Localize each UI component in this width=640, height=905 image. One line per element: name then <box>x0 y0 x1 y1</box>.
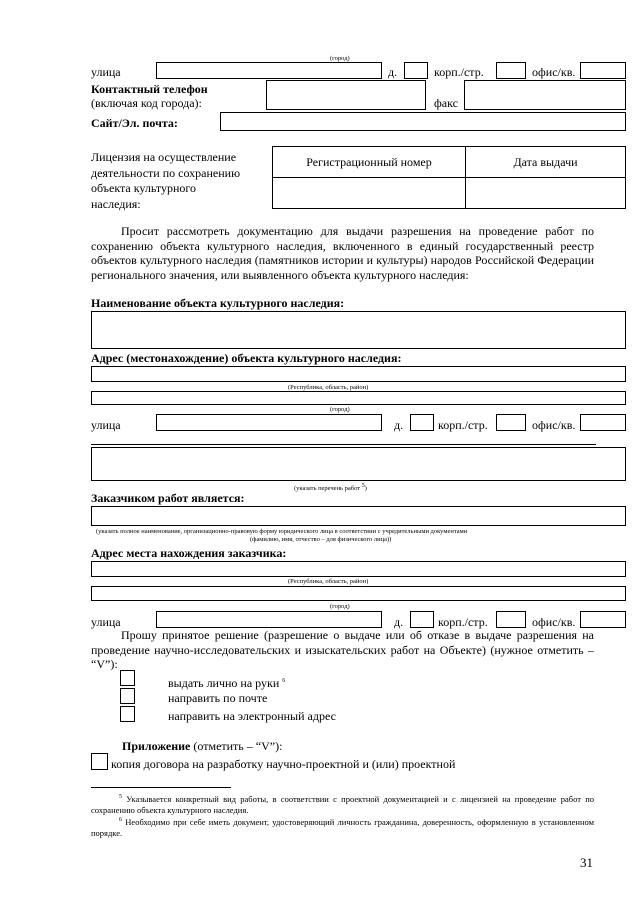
customer-name-field[interactable] <box>91 506 626 526</box>
office-label: офис/кв. <box>532 65 576 79</box>
footnote-separator <box>91 787 231 788</box>
customer-region-caption: (Республика, область, район) <box>288 578 369 585</box>
appendix-title: Приложение (отметить – “V”): <box>122 739 283 753</box>
object-office-label: офис/кв. <box>532 418 576 432</box>
customer-house-label: д. <box>394 615 404 629</box>
building-label: корп./стр. <box>434 65 484 79</box>
city-caption: (город) <box>330 55 350 62</box>
street-label: улица <box>91 65 121 79</box>
fax-label: факс <box>434 96 458 110</box>
customer-street-field[interactable] <box>156 611 382 628</box>
customer-office-field[interactable] <box>580 611 626 628</box>
customer-building-label: корп./стр. <box>438 615 488 629</box>
object-office-field[interactable] <box>580 414 626 431</box>
license-date-cell[interactable] <box>466 178 626 209</box>
customer-city-caption: (город) <box>330 603 350 610</box>
house-label: д. <box>388 65 398 79</box>
building-field[interactable] <box>496 62 526 79</box>
object-house-field[interactable] <box>410 414 434 431</box>
object-city-caption: (город) <box>330 406 350 413</box>
object-name-title: Наименование объекта культурного наследия: <box>91 296 345 310</box>
footnote-5: $^5$ Указывается конкретный вид работы, в соответствии с проектной документацией и с лицензией на проведение работ по сохранению объекта культурного наследия. <box>91 793 594 815</box>
object-name-field[interactable] <box>91 311 626 349</box>
phone-sublabel: (включая код города): <box>91 96 202 110</box>
option-email-checkbox[interactable] <box>120 706 135 722</box>
option-mail-label: направить по почте <box>168 691 268 705</box>
office-field[interactable] <box>580 62 626 79</box>
license-table <box>272 146 626 209</box>
page-number: 31 <box>580 855 593 870</box>
customer-office-label: офис/кв. <box>532 615 576 629</box>
works-list-field[interactable] <box>91 447 626 481</box>
object-city-field[interactable] <box>91 391 626 405</box>
customer-building-field[interactable] <box>496 611 526 628</box>
license-col-reg: Регистрационный номер <box>273 147 466 178</box>
request-text: Просит рассмотреть документацию для выдачи разрешения на проведение работ по сохранению объекта культурного наследия, включенного в единый государственный реестр объектов культурного наследия (памятников истории и культуры) народов Российской Федерации регионального значения, или выявленного объекта культурного наследия: <box>91 224 594 282</box>
object-region-caption: (Республика, область, район) <box>288 384 369 391</box>
customer-city-field[interactable] <box>91 586 626 601</box>
customer-caption-line1: (указать полное наименование, организационно-правовую форму юридического лица в соответствии с учредительными документами <box>96 528 468 535</box>
phone-field[interactable] <box>266 80 426 110</box>
appendix-item1-label: копия договора на разработку научно-проектной и (или) проектной <box>111 757 456 771</box>
license-col-date: Дата выдачи <box>466 147 626 178</box>
option-personal-label: выдать лично на руки $^6$ <box>168 676 286 690</box>
fax-field[interactable] <box>464 80 626 110</box>
appendix-item1-checkbox[interactable] <box>91 753 108 770</box>
phone-label: Контактный телефон <box>91 82 208 96</box>
house-field[interactable] <box>404 62 428 79</box>
works-caption: (указать перечень работ 5) <box>294 483 367 493</box>
customer-street-label: улица <box>91 615 121 629</box>
license-label: Лицензия на осуществление деятельности по сохранению объекта культурного наследия: <box>91 150 241 211</box>
object-house-label: д. <box>394 418 404 432</box>
footnote-6: $^6$ Необходимо при себе иметь документ, удостоверяющий личность гражданина, доверенность, оформленную в установленном порядке. <box>91 816 594 838</box>
option-email-label: направить на электронный адрес <box>168 709 336 723</box>
object-building-field[interactable] <box>496 414 526 431</box>
customer-caption-line2: (фамилию, имя, отчество – для физического лица)) <box>250 536 392 543</box>
object-street-label: улица <box>91 418 121 432</box>
divider <box>91 444 596 445</box>
object-region-field[interactable] <box>91 366 626 382</box>
customer-address-title: Адрес места нахождения заказчика: <box>91 546 287 560</box>
object-address-title: Адрес (местонахождение) объекта культурного наследия: <box>91 351 402 365</box>
object-building-label: корп./стр. <box>438 418 488 432</box>
customer-house-field[interactable] <box>410 611 434 628</box>
site-field[interactable] <box>220 112 626 131</box>
site-label: Сайт/Эл. почта: <box>91 116 178 130</box>
customer-title: Заказчиком работ является: <box>91 491 245 505</box>
object-street-field[interactable] <box>156 414 382 431</box>
street-field[interactable] <box>156 62 382 79</box>
license-reg-cell[interactable] <box>273 178 466 209</box>
option-mail-checkbox[interactable] <box>120 688 135 704</box>
option-personal-checkbox[interactable] <box>120 670 135 686</box>
customer-region-field[interactable] <box>91 561 626 577</box>
decision-text: Прошу принятое решение (разрешение о выдаче или об отказе в выдаче разрешения на проведение научно-исследовательских и изыскательских работ на Объекте) (нужное отметить – “V”): <box>91 628 594 671</box>
